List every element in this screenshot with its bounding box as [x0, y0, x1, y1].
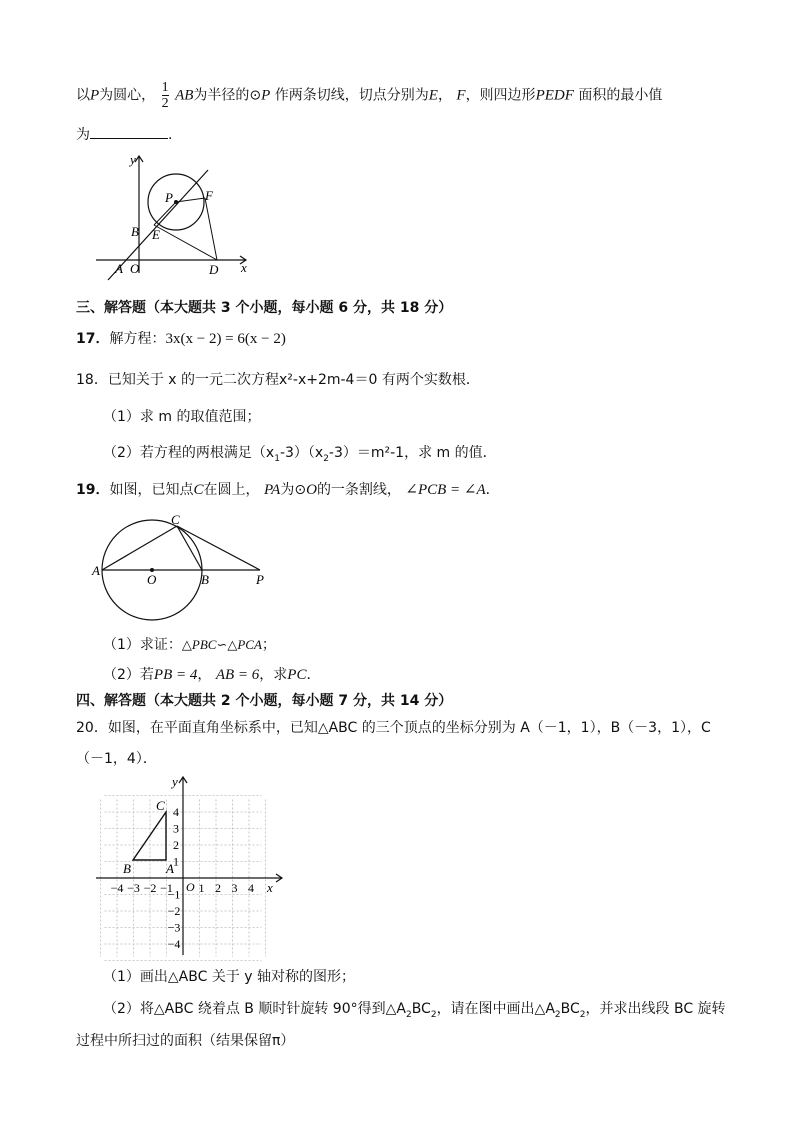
- fig19-label-O: O: [147, 572, 157, 587]
- fig19-label-P: P: [256, 572, 264, 587]
- fraction-one-half: $\frac{1}{2}$: [161, 80, 169, 111]
- y-tick-label: 3: [173, 821, 179, 836]
- fig16-label-P: P: [165, 190, 173, 205]
- y-tick-label: −1: [167, 887, 181, 902]
- q20-line1: 20．如图，在平面直角坐标系中，已知△ABC 的三个顶点的坐标分别为 A（－1，1），B（－3，1），C: [76, 720, 711, 736]
- fig19-label-A: A: [92, 563, 100, 578]
- fig16-label-F: F: [205, 188, 213, 203]
- x-ticks-positive: [199, 881, 255, 895]
- fig19-label-B: B: [201, 572, 209, 587]
- q19-stem: 19．如图，已知点C在圆上， PA为⊙O的一条割线， ∠PCB = ∠A．: [76, 482, 500, 498]
- q20-line2: （－1，4）．: [76, 751, 157, 767]
- grid-label-B: B: [123, 861, 131, 876]
- y-tick-label: −4: [167, 937, 181, 951]
- x-tick-label: 1: [198, 881, 205, 895]
- section-4-heading: 四、解答题（本大题共 2 个小题，每小题 7 分，共 14 分）: [76, 693, 453, 709]
- y-tick-label: 4: [173, 805, 179, 819]
- y-ticks-positive: [173, 805, 179, 869]
- fig16-label-D: D: [209, 262, 219, 277]
- grid-figure-20: [96, 775, 296, 955]
- grid-label-A: A: [166, 861, 174, 876]
- x-tick-label: −3: [127, 881, 140, 895]
- q17-equation: 3x(x − 2) = 6(x − 2): [165, 331, 286, 347]
- x-tick-label: −1: [160, 881, 173, 895]
- x-tick-label: 4: [248, 881, 254, 895]
- x-tick-label: 2: [215, 881, 221, 895]
- q18-part2: （2）若方程的两根满足$(x_1-3)(x_2-3)=m^2-1$，求 m 的值．: [103, 445, 497, 464]
- x-ticks-negative: [111, 881, 173, 895]
- q20-part2: （2）将△ABC 绕着点 B 顺时针旋转 90°得到$\triangle A_2BC_2$，请在图中画出$\triangle A_2BC_2$，并求出线段 BC 旋转: [103, 1001, 726, 1020]
- y-tick-label: −2: [167, 904, 181, 918]
- grid-label-O: O: [186, 880, 195, 894]
- q19-part2: （2）若PB = 4， AB = 6，求PC．: [103, 667, 321, 683]
- fig16-label-x: x: [241, 260, 247, 275]
- fig16-label-y: y: [130, 152, 136, 167]
- grid-label-y: y: [172, 774, 178, 789]
- x-tick-label: −4: [110, 881, 124, 895]
- fig16-label-A: A: [115, 261, 123, 276]
- q17: 17．解方程：3x(x − 2) = 6(x − 2): [76, 331, 286, 347]
- grid-label-x: x: [267, 880, 273, 895]
- y-tick-label: −3: [167, 920, 181, 935]
- grid-label-C: C: [156, 798, 165, 813]
- q20-part2-line2: 过程中所扫过的面积（结果保留π）: [76, 1033, 295, 1049]
- answer-blank: [90, 124, 168, 139]
- x-tick-label: −2: [143, 881, 157, 895]
- y-ticks-negative: [168, 888, 181, 952]
- figure-19: [90, 508, 280, 618]
- triangle-ABC: [133, 812, 166, 860]
- y-tick-label: 1: [173, 854, 179, 869]
- q16-line1: 以P为圆心， $\frac{1}{2}$ AB为半径的⊙P 作两条切线，切点分别为E， F，则四边形PEDF 面积的最小值: [76, 80, 663, 111]
- fig16-label-O: O: [130, 261, 140, 276]
- fig16-label-B: B: [131, 224, 139, 239]
- figure-16: [90, 150, 260, 280]
- x-tick-label: 3: [231, 881, 238, 895]
- q18-part1: （1）求 m 的取值范围；: [103, 409, 261, 425]
- y-tick-label: 2: [173, 838, 179, 852]
- q16-line2: 为 .: [76, 124, 172, 144]
- q19-part1: （1）求证：△PBC∽△PCA；: [103, 637, 276, 653]
- fig16-label-E: E: [152, 227, 160, 242]
- section-3-heading: 三、解答题（本大题共 3 个小题，每小题 6 分，共 18 分）: [76, 300, 453, 316]
- q20-part1: （1）画出△ABC 关于 y 轴对称的图形；: [103, 969, 356, 985]
- fig19-label-C: C: [171, 512, 180, 527]
- q18-stem: 18．已知关于 x 的一元二次方程x²-x+2m-4＝0 有两个实数根．: [76, 372, 480, 388]
